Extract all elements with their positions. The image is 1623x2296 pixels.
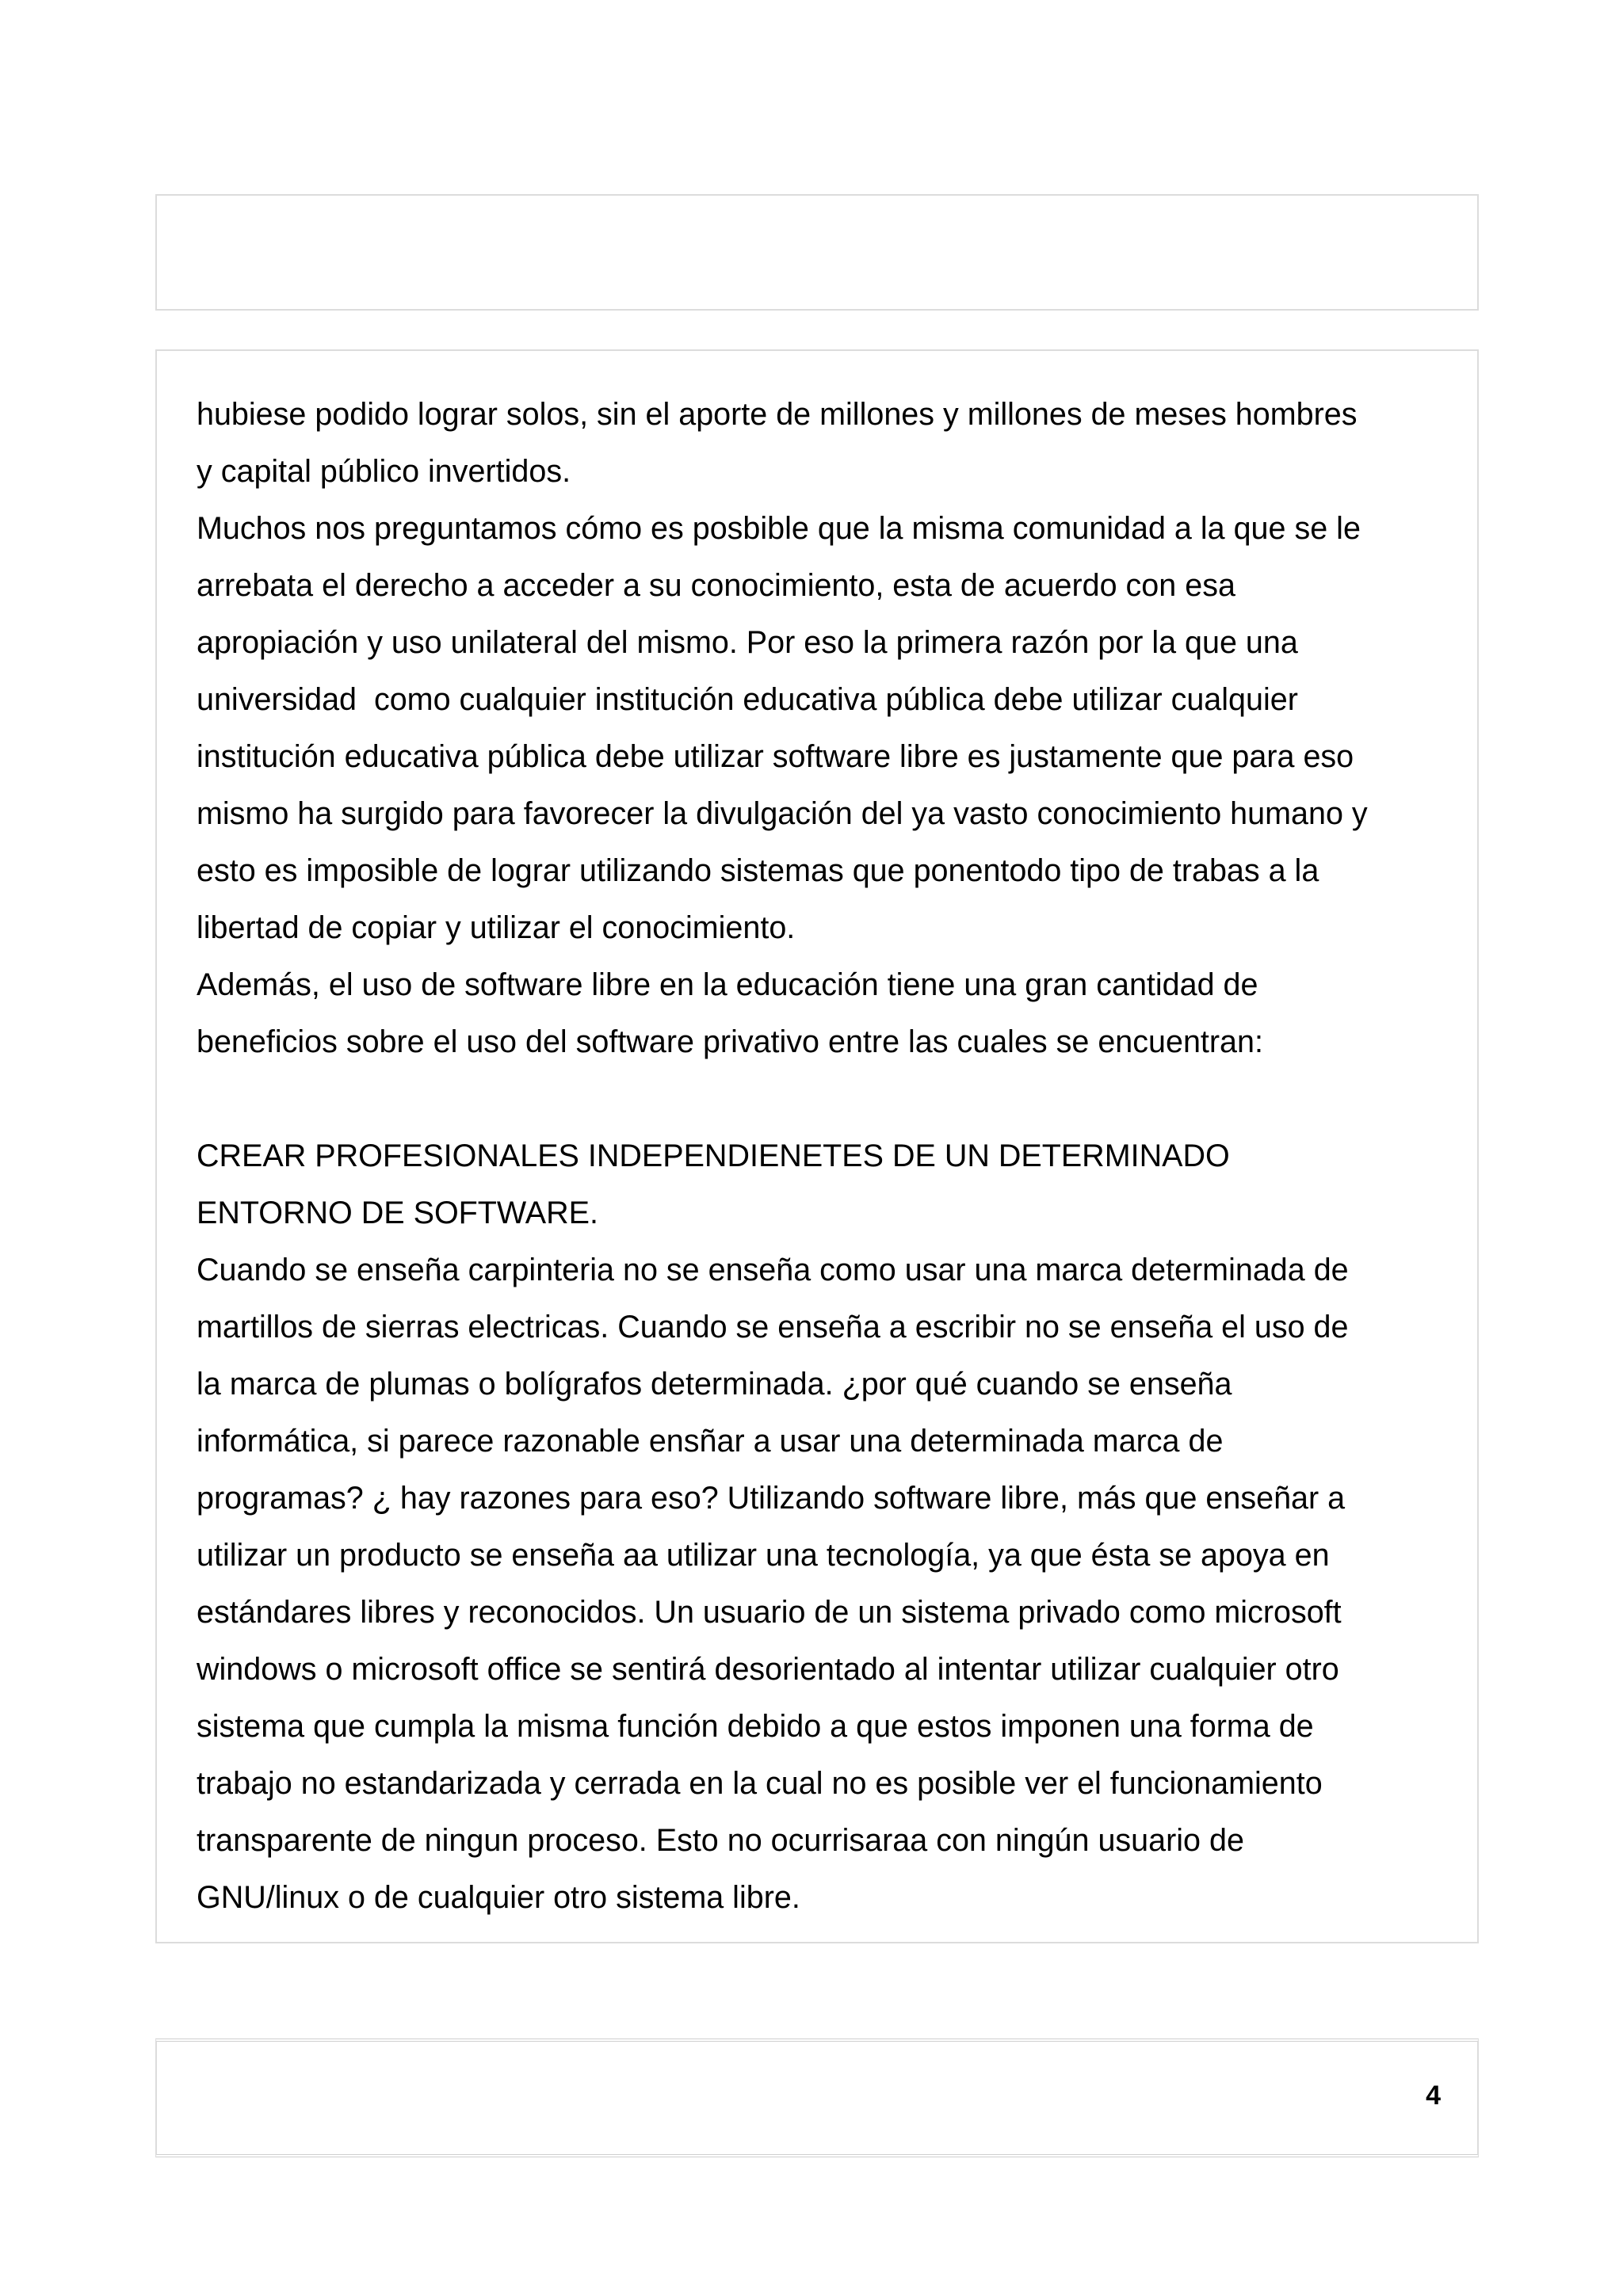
- text-line: GNU/linux o de cualquier otro sistema libre.: [197, 1880, 800, 1915]
- text-line: apropiación y uso unilateral del mismo. Por eso la primera razón por la que una: [197, 625, 1298, 660]
- text-line: windows o microsoft office se sentirá desorientado al intentar utilizar cualquier otro: [197, 1652, 1339, 1687]
- section-heading-line: ENTORNO DE SOFTWARE.: [197, 1196, 598, 1230]
- text-line: mismo ha surgido para favorecer la divulgación del ya vasto conocimiento humano y: [197, 796, 1368, 831]
- text-line: sistema que cumpla la misma función debido a que estos imponen una forma de: [197, 1709, 1314, 1744]
- text-line: Además, el uso de software libre en la educación tiene una gran cantidad de: [197, 967, 1258, 1002]
- text-line: estándares libres y reconocidos. Un usuario de un sistema privado como microsoft: [197, 1595, 1342, 1630]
- text-line: utilizar un producto se enseña aa utilizar una tecnología, ya que ésta se apoya en: [197, 1538, 1330, 1573]
- text-line: informática, si parece razonable ensñar a usar una determinada marca de: [197, 1424, 1224, 1459]
- text-line: beneficios sobre el uso del software privativo entre las cuales se encuentran:: [197, 1024, 1263, 1059]
- text-line: la marca de plumas o bolígrafos determinada. ¿por qué cuando se enseña: [197, 1367, 1232, 1402]
- page-footer: [155, 2039, 1479, 2157]
- text-line: institución educativa pública debe utilizar software libre es justamente que para eso: [197, 739, 1354, 774]
- blank-line: [197, 1070, 1449, 1127]
- text-line: transparente de ningun proceso. Esto no ocurrisaraa con ningún usuario de: [197, 1823, 1244, 1858]
- page-body: [155, 349, 1479, 1943]
- text-line: martillos de sierras electricas. Cuando se enseña a escribir no se enseña el uso de: [197, 1310, 1349, 1344]
- text-line: esto es imposible de lograr utilizando sistemas que ponentodo tipo de trabas a la: [197, 853, 1319, 888]
- text-line: programas? ¿ hay razones para eso? Utilizando software libre, más que enseñar a: [197, 1481, 1346, 1516]
- text-line: libertad de copiar y utilizar el conocimiento.: [197, 910, 796, 945]
- section-heading-line: CREAR PROFESIONALES INDEPENDIENETES DE UN DETERMINADO: [197, 1138, 1230, 1173]
- text-line: trabajo no estandarizada y cerrada en la cual no es posible ver el funcionamiento: [197, 1766, 1323, 1801]
- text-line: Cuando se enseña carpinteria no se enseña como usar una marca determinada de: [197, 1253, 1349, 1287]
- text-line: arrebata el derecho a acceder a su conocimiento, esta de acuerdo con esa: [197, 568, 1235, 603]
- page-header: [155, 194, 1479, 311]
- document-text: [197, 386, 1449, 1926]
- text-line: y capital público invertidos.: [197, 454, 571, 489]
- text-line: hubiese podido lograr solos, sin el aporte de millones y millones de meses hombres: [197, 397, 1358, 432]
- text-line: universidad como cualquier institución educativa pública debe utilizar cualquier: [197, 682, 1298, 717]
- text-line: Muchos nos preguntamos cómo es posbible que la misma comunidad a la que se le: [197, 511, 1361, 546]
- page-number: 4: [1426, 2081, 1441, 2111]
